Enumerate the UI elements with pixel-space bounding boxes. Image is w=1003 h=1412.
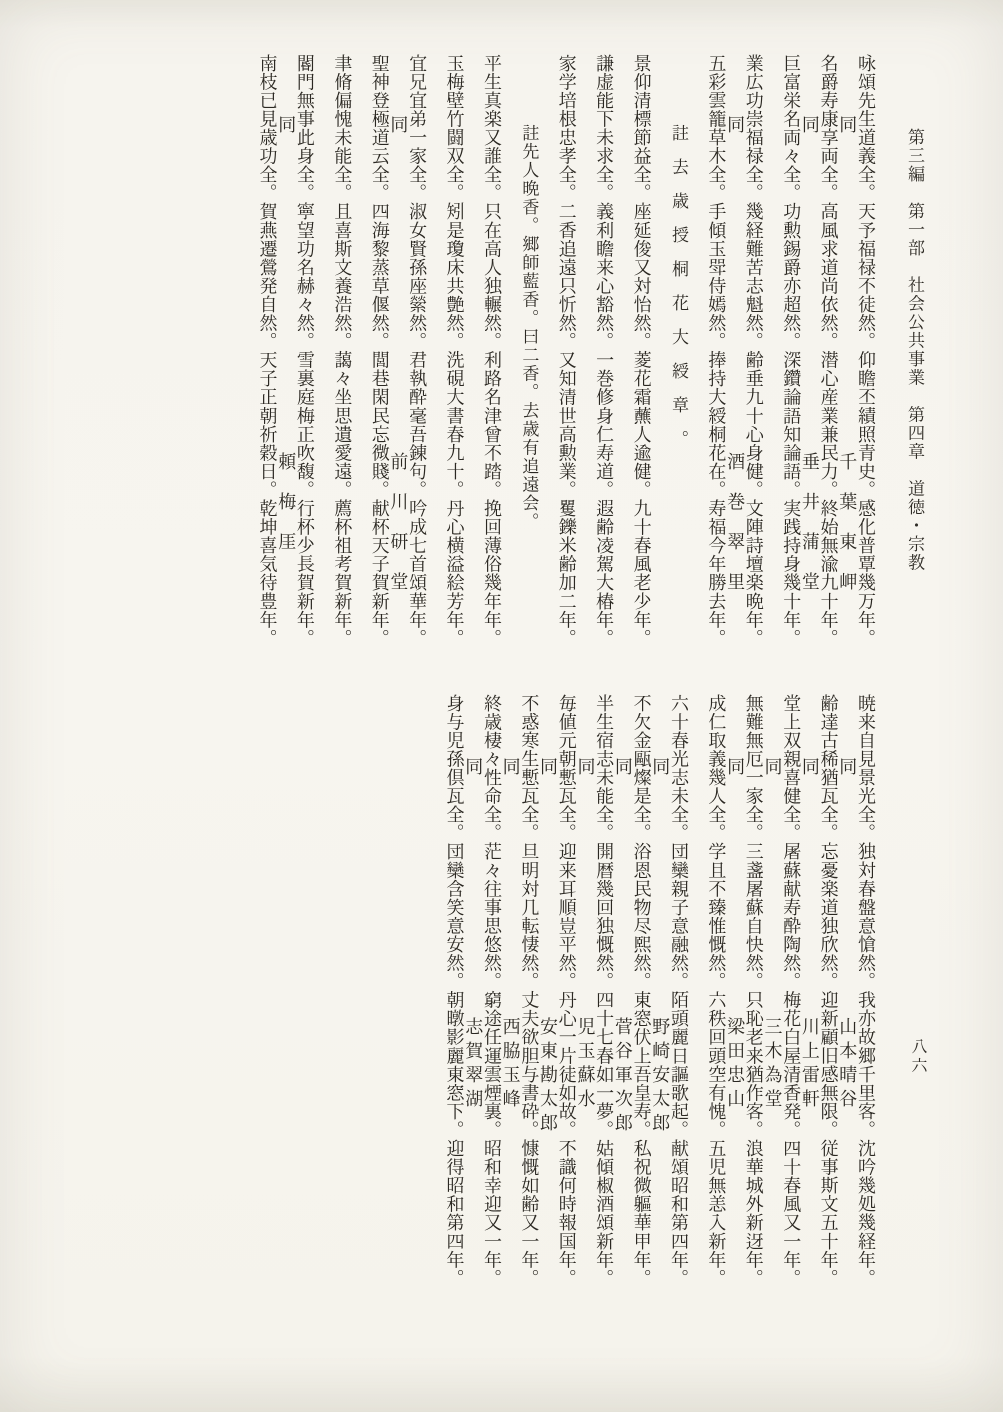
poems-top-section xyxy=(60,54,884,652)
poet-name: 安東勘太郎 xyxy=(538,1017,559,1137)
ditto-title-mark: 同 xyxy=(276,115,297,134)
poem-column: 五彩雲籠草木全。手傾玉斝侍嫣然。捧持大綬桐花在。寿福今年勝去年。 xyxy=(706,54,727,648)
note-column: 註去歳授桐花大綬章。 xyxy=(668,124,688,464)
running-header xyxy=(902,128,927,572)
poem-column: 咏頌先生道義全。天予福禄不徒然。仰瞻丕績照青史。感化普覃幾万年。 xyxy=(856,54,876,648)
poem-column: 成仁取義幾人全。学且不臻惟慨然。六秩回頭空有愧。五児無恙入新年。 xyxy=(706,694,727,1288)
ditto-title-mark: 同 xyxy=(650,757,671,776)
page-number-text: 八六 xyxy=(909,1038,926,1076)
poet-name: 三木為堂 xyxy=(762,1017,783,1113)
poem-column: 聿脩偏愧未能全。且喜斯文養浩然。藹々坐思遺愛遠。薦杯祖考賀新年。 xyxy=(332,54,353,648)
poem-column: 家学培根忠孝全。二香追遠只忻然。又知清世高勲業。矍鑠米齢加二年。 xyxy=(556,54,577,648)
poem-column: 業広功崇福禄全。幾経難苦志魁然。齢垂九十心身健。文陣詩壇楽晩年。 xyxy=(743,54,764,648)
ditto-title-mark: 同 xyxy=(725,115,746,134)
poem-column: 齢達古稀猶瓦全。忘憂楽道独欣然。迎新顧旧感無限。従事斯文五十年。 xyxy=(818,694,839,1288)
ditto-title-mark: 同 xyxy=(725,757,746,776)
poem-column: 無難無厄一家全。三盞屠蘇自快然。只恥老来猶作客。浪華城外新迓年。 xyxy=(743,694,764,1288)
poet-name: 菅谷軍次郎 xyxy=(612,1017,633,1137)
poem-column: 名爵寿康享両全。高風求道尚依然。潜心産業兼民力。終始無渝九十年。 xyxy=(818,54,839,648)
poet-name: 垂井蒲堂 xyxy=(799,452,820,612)
ditto-title-mark: 同 xyxy=(612,757,633,776)
poem-column: 暁来自見景光全。独対春盤意愴然。我亦故郷千里客。沈吟幾処幾経年。 xyxy=(856,694,876,1288)
poet-name: 児玉蘇水 xyxy=(575,1017,596,1113)
poem-column: 不惑寒生慙瓦全。旦明対几転悽然。丈夫欲胆与書砕。慷慨如齢又一年。 xyxy=(519,694,540,1288)
ditto-title-mark: 同 xyxy=(575,757,596,776)
poem-column: 巨富栄名両々全。功勲錫爵亦超然。深鑽論語知論語。実践持身幾十年。 xyxy=(781,54,802,648)
ditto-title-mark: 同 xyxy=(463,757,484,776)
poem-column: 聖神登極道云全。四海黎蒸草偃然。閭巷閑民忘微賤。献杯天子賀新年。 xyxy=(369,54,390,648)
poet-name: 西脇玉峰 xyxy=(500,1017,521,1113)
ditto-title-mark: 同 xyxy=(762,757,783,776)
poet-name: 山本晴谷 xyxy=(837,1017,858,1113)
poem-column: 堂上双親喜健全。屠蘇献寿酔陶然。梅花白屋清香発。四十春風又一年。 xyxy=(781,694,802,1288)
ditto-title-mark: 同 xyxy=(538,757,559,776)
ditto-title-mark: 同 xyxy=(799,757,820,776)
poem-column: 閽門無事此身全。寧望功名赫々然。雪裏庭梅正吹馥。行杯少長賀新年。 xyxy=(294,54,315,648)
poem-column: 終歳棲々性命全。茫々往事思悠然。窮途任運雲煙裏。昭和幸迎又一年。 xyxy=(481,694,502,1288)
poem-column: 南枝已見歳功全。賀燕遷鶯発自然。天子正朝祈穀日。乾坤喜気待豊年。 xyxy=(257,54,278,648)
poem-column: 身与児孫倶瓦全。団欒含笑意安然。朝暾影麗東窓下。迎得昭和第四年。 xyxy=(444,694,465,1288)
poem-column: 半生宿志未能全。開暦幾回独慨然。四十七春如一夢。姑傾椒酒頌新年。 xyxy=(594,694,615,1288)
poem-column: 宜兄宜弟一家全。淑女賢孫座縈然。君執酔毫吾錬句。吟成七首頌華年。 xyxy=(407,54,428,648)
ditto-title-mark: 同 xyxy=(799,115,820,134)
poem-column: 平生真楽又誰全。只在高人独輾然。利路名津曾不踏。挽回薄俗幾年年。 xyxy=(481,54,502,648)
page-number xyxy=(906,1038,929,1076)
poet-name: 頼梅厓 xyxy=(276,452,297,572)
poem-column: 毎値元朝慙瓦全。迎来耳順豈平然。丹心一片徒如故。不識何時報国年。 xyxy=(556,694,577,1288)
poet-name: 前川研堂 xyxy=(388,452,409,612)
ditto-title-mark: 同 xyxy=(837,757,858,776)
ditto-title-mark: 同 xyxy=(388,115,409,134)
poet-name: 志賀翠湖 xyxy=(463,1017,484,1113)
poet-name: 千葉東岬 xyxy=(837,452,858,612)
note-column: 註先人晩香。郷師藍香。曰二香。去歳有追遠会。 xyxy=(519,124,539,531)
ditto-title-mark: 同 xyxy=(837,115,858,134)
poem-column: 玉梅壁竹闘双全。矧是瓊床共艶然。洗硯大書春九十。丹心横溢絵芳年。 xyxy=(444,54,465,648)
poem-column: 六十春光志未全。団欒親子意融然。陌頭麗日謳歌起。献頌昭和第四年。 xyxy=(668,694,689,1288)
poet-name: 酒巻翠里 xyxy=(725,452,746,612)
poem-column: 景仰清標節益全。座延俊又対怡然。菱花霜蘸人逾健。九十春風老少年。 xyxy=(631,54,652,648)
poet-name: 川上雷軒 xyxy=(799,1017,820,1113)
poet-name: 梁田忠山 xyxy=(725,1017,746,1113)
poem-column: 不欠金甌燦是全。浴恩民物尽熙然。東窓伏上吾皇寿。私祝微軀華甲年。 xyxy=(631,694,652,1288)
poem-column: 謙虚能下未求全。義利瞻来心豁然。一巻修身仁寿道。遐齢凌駕大椿年。 xyxy=(594,54,615,648)
ditto-title-mark: 同 xyxy=(500,757,521,776)
chapter-title-text: 第三編 第一部 社会公共事業 第四章 道徳・宗教 xyxy=(905,128,924,572)
poet-name: 野崎安太郎 xyxy=(650,1017,671,1137)
poems-bottom-section xyxy=(60,694,884,1296)
